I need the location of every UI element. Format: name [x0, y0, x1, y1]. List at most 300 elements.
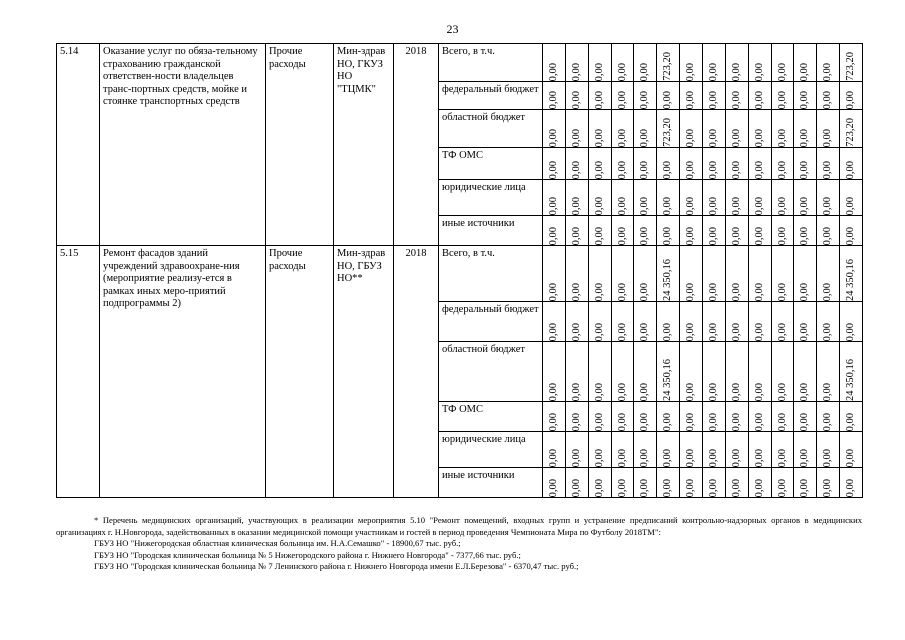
cell-amount	[680, 44, 703, 82]
amount-value: 0,00	[707, 478, 719, 497]
amount-value: 0,00	[753, 282, 765, 301]
cell-amount	[680, 402, 703, 432]
cell-amount	[817, 402, 840, 432]
amount-value: 0,00	[776, 160, 788, 179]
cell-amount	[840, 82, 863, 110]
cell-amount	[657, 402, 680, 432]
amount-value: 0,00	[753, 478, 765, 497]
amount-value: 0,00	[639, 90, 651, 109]
amount-value: 0,00	[707, 160, 719, 179]
cell-amount	[588, 342, 611, 402]
cell-amount	[703, 402, 726, 432]
cell-funding-source: областной бюджет	[439, 342, 543, 402]
cell-amount	[703, 180, 726, 216]
amount-value: 0,00	[707, 322, 719, 341]
amount-value: 0,00	[570, 62, 582, 81]
footnote-item: ГБУЗ НО "Городская клиническая больница № 7 Ленинского района г. Нижнего Новгорода имени Е.Л.Березова" - 6370,47 тыс. руб.;	[94, 561, 579, 571]
amount-value: 0,00	[822, 382, 834, 401]
amount-value: 0,00	[685, 128, 697, 147]
amount-value: 0,00	[662, 322, 674, 341]
cell-amount	[817, 148, 840, 180]
measures-table	[56, 43, 863, 498]
cell-amount	[817, 468, 840, 498]
cell-amount	[565, 82, 588, 110]
cell-year: 2018	[394, 246, 439, 498]
cell-amount	[840, 402, 863, 432]
cell-amount	[680, 110, 703, 148]
amount-value: 0,00	[616, 322, 628, 341]
cell-amount	[725, 246, 748, 302]
cell-amount	[588, 216, 611, 246]
amount-value: 0,00	[753, 196, 765, 215]
cell-amount	[565, 246, 588, 302]
amount-value: 0,00	[799, 90, 811, 109]
amount-value: 24 350,16	[662, 359, 674, 401]
cell-amount	[771, 342, 794, 402]
cell-code: 5.14	[57, 44, 100, 246]
amount-value: 0,00	[616, 478, 628, 497]
amount-value: 0,00	[753, 322, 765, 341]
amount-value: 0,00	[616, 226, 628, 245]
amount-value: 0,00	[799, 62, 811, 81]
cell-amount	[748, 302, 771, 342]
cell-amount	[565, 432, 588, 468]
amount-value: 0,00	[730, 282, 742, 301]
amount-value: 0,00	[570, 478, 582, 497]
cell-amount	[588, 44, 611, 82]
amount-value: 0,00	[593, 412, 605, 431]
amount-value: 0,00	[593, 322, 605, 341]
amount-value: 0,00	[547, 160, 559, 179]
amount-value: 0,00	[753, 382, 765, 401]
amount-value: 0,00	[570, 282, 582, 301]
amount-value: 0,00	[662, 448, 674, 467]
amount-value: 0,00	[707, 196, 719, 215]
cell-amount	[680, 82, 703, 110]
amount-value: 0,00	[547, 196, 559, 215]
cell-funding-source: Всего, в т.ч.	[439, 44, 543, 82]
cell-amount	[680, 342, 703, 402]
amount-value: 0,00	[685, 478, 697, 497]
cell-amount	[657, 110, 680, 148]
amount-value: 0,00	[730, 412, 742, 431]
amount-value: 0,00	[593, 448, 605, 467]
amount-value: 0,00	[799, 448, 811, 467]
amount-value: 0,00	[662, 90, 674, 109]
cell-amount	[725, 110, 748, 148]
amount-value: 0,00	[547, 478, 559, 497]
amount-value: 0,00	[753, 90, 765, 109]
amount-value: 0,00	[685, 226, 697, 245]
amount-value: 0,00	[685, 160, 697, 179]
cell-amount	[817, 82, 840, 110]
cell-funding-source: иные источники	[439, 468, 543, 498]
amount-value: 0,00	[845, 322, 857, 341]
amount-value: 0,00	[776, 90, 788, 109]
amount-value: 0,00	[822, 128, 834, 147]
amount-value: 0,00	[822, 226, 834, 245]
cell-amount	[794, 82, 817, 110]
amount-value: 0,00	[616, 382, 628, 401]
footnote-item: ГБУЗ НО "Городская клиническая больница № 5 Нижегородского района г. Нижнего Новгорода" - 7377,66 тыс. руб.;	[94, 549, 521, 560]
amount-value: 0,00	[845, 478, 857, 497]
cell-amount	[588, 148, 611, 180]
amount-value: 0,00	[570, 382, 582, 401]
cell-amount	[543, 302, 566, 342]
cell-amount	[840, 468, 863, 498]
amount-value: 0,00	[776, 412, 788, 431]
cell-amount	[657, 148, 680, 180]
amount-value: 0,00	[616, 128, 628, 147]
cell-amount	[657, 432, 680, 468]
page-number: 23	[446, 22, 459, 36]
cell-amount	[588, 468, 611, 498]
amount-value: 0,00	[593, 196, 605, 215]
amount-value: 0,00	[822, 412, 834, 431]
amount-value: 0,00	[845, 196, 857, 215]
amount-value: 0,00	[662, 478, 674, 497]
cell-amount	[725, 148, 748, 180]
amount-value: 0,00	[593, 62, 605, 81]
cell-amount	[543, 44, 566, 82]
amount-value: 24 350,16	[845, 359, 857, 401]
amount-value: 0,00	[616, 62, 628, 81]
amount-value: 0,00	[753, 226, 765, 245]
cell-amount	[771, 468, 794, 498]
amount-value: 0,00	[616, 448, 628, 467]
amount-value: 0,00	[799, 196, 811, 215]
cell-amount	[611, 468, 634, 498]
amount-value: 0,00	[776, 226, 788, 245]
cell-amount	[565, 110, 588, 148]
amount-value: 0,00	[730, 448, 742, 467]
amount-value: 0,00	[593, 128, 605, 147]
cell-measure-name: Ремонт фасадов зданий учреждений здравоохране-ния (мероприятие реализу-ется в рамках иных меро-приятий подпрограммы 2)	[100, 246, 266, 498]
cell-amount	[680, 246, 703, 302]
cell-amount	[657, 246, 680, 302]
cell-amount	[680, 180, 703, 216]
cell-amount	[565, 180, 588, 216]
cell-amount	[657, 82, 680, 110]
cell-funding-source: Всего, в т.ч.	[439, 246, 543, 302]
cell-amount	[817, 302, 840, 342]
amount-value: 0,00	[822, 478, 834, 497]
cell-amount	[543, 246, 566, 302]
amount-value: 0,00	[685, 448, 697, 467]
cell-amount	[588, 82, 611, 110]
amount-value: 0,00	[799, 478, 811, 497]
cell-amount	[703, 148, 726, 180]
amount-value: 0,00	[570, 412, 582, 431]
amount-value: 0,00	[730, 478, 742, 497]
cell-amount	[588, 302, 611, 342]
cell-amount	[703, 246, 726, 302]
amount-value: 0,00	[570, 90, 582, 109]
cell-amount	[680, 148, 703, 180]
amount-value: 0,00	[639, 322, 651, 341]
amount-value: 0,00	[730, 90, 742, 109]
cell-amount	[840, 246, 863, 302]
amount-value: 0,00	[570, 128, 582, 147]
amount-value: 0,00	[776, 382, 788, 401]
cell-amount	[725, 402, 748, 432]
cell-amount	[748, 468, 771, 498]
cell-amount	[565, 342, 588, 402]
cell-amount	[588, 402, 611, 432]
footnote-item: ГБУЗ НО "Нижегородская областная клиническая больница им. Н.А.Семашко" - 18900,67 тыс. руб.;	[94, 538, 461, 548]
cell-funding-source: юридические лица	[439, 432, 543, 468]
cell-amount	[657, 302, 680, 342]
cell-funding-source: юридические лица	[439, 180, 543, 216]
amount-value: 0,00	[753, 412, 765, 431]
cell-amount	[794, 302, 817, 342]
amount-value: 24 350,16	[662, 259, 674, 301]
amount-value: 0,00	[730, 160, 742, 179]
cell-funding-source: федеральный бюджет	[439, 82, 543, 110]
cell-amount	[680, 302, 703, 342]
amount-value: 0,00	[822, 282, 834, 301]
amount-value: 0,00	[570, 196, 582, 215]
cell-amount	[817, 246, 840, 302]
cell-amount	[748, 246, 771, 302]
cell-amount	[565, 44, 588, 82]
cell-amount	[634, 402, 657, 432]
cell-amount	[771, 302, 794, 342]
cell-amount	[748, 82, 771, 110]
amount-value: 0,00	[593, 282, 605, 301]
amount-value: 0,00	[547, 282, 559, 301]
cell-executor: Мин-здрав НО, ГБУЗ НО**	[334, 246, 394, 498]
amount-value: 0,00	[685, 322, 697, 341]
cell-expense-type: Прочие расходы	[266, 44, 334, 246]
cell-amount	[657, 216, 680, 246]
cell-amount	[611, 432, 634, 468]
amount-value: 0,00	[753, 160, 765, 179]
amount-value: 0,00	[707, 90, 719, 109]
cell-amount	[725, 302, 748, 342]
amount-value: 0,00	[593, 160, 605, 179]
cell-amount	[634, 44, 657, 82]
cell-amount	[634, 432, 657, 468]
cell-amount	[611, 402, 634, 432]
cell-amount	[634, 246, 657, 302]
amount-value: 0,00	[776, 128, 788, 147]
cell-amount	[748, 342, 771, 402]
amount-value: 723,20	[845, 118, 857, 147]
amount-value: 0,00	[547, 382, 559, 401]
amount-value: 0,00	[639, 448, 651, 467]
amount-value: 0,00	[730, 322, 742, 341]
amount-value: 723,20	[662, 52, 674, 81]
amount-value: 0,00	[639, 478, 651, 497]
cell-amount	[657, 180, 680, 216]
amount-value: 0,00	[730, 128, 742, 147]
amount-value: 0,00	[685, 282, 697, 301]
amount-value: 0,00	[616, 412, 628, 431]
amount-value: 0,00	[547, 128, 559, 147]
amount-value: 0,00	[547, 62, 559, 81]
cell-executor: Мин-здрав НО, ГКУЗ НО "ТЦМК"	[334, 44, 394, 246]
table-row	[57, 246, 863, 302]
amount-value: 0,00	[685, 90, 697, 109]
cell-amount	[611, 44, 634, 82]
amount-value: 0,00	[662, 412, 674, 431]
amount-value: 0,00	[730, 382, 742, 401]
cell-code: 5.15	[57, 246, 100, 498]
amount-value: 0,00	[547, 412, 559, 431]
amount-value: 0,00	[799, 128, 811, 147]
cell-amount	[565, 216, 588, 246]
cell-funding-source: ТФ ОМС	[439, 402, 543, 432]
cell-amount	[565, 148, 588, 180]
amount-value: 0,00	[822, 90, 834, 109]
amount-value: 723,20	[845, 52, 857, 81]
cell-funding-source: областной бюджет	[439, 110, 543, 148]
cell-amount	[794, 342, 817, 402]
amount-value: 0,00	[662, 196, 674, 215]
amount-value: 0,00	[822, 160, 834, 179]
amount-value: 0,00	[547, 448, 559, 467]
amount-value: 0,00	[845, 448, 857, 467]
amount-value: 0,00	[753, 448, 765, 467]
amount-value: 0,00	[570, 226, 582, 245]
cell-amount	[748, 402, 771, 432]
cell-amount	[611, 180, 634, 216]
cell-amount	[840, 216, 863, 246]
cell-amount	[771, 432, 794, 468]
amount-value: 0,00	[730, 226, 742, 245]
cell-amount	[725, 180, 748, 216]
amount-value: 0,00	[547, 226, 559, 245]
amount-value: 0,00	[822, 196, 834, 215]
cell-amount	[794, 148, 817, 180]
amount-value: 0,00	[639, 382, 651, 401]
cell-amount	[771, 148, 794, 180]
cell-amount	[611, 110, 634, 148]
cell-amount	[657, 44, 680, 82]
cell-amount	[840, 342, 863, 402]
cell-amount	[725, 432, 748, 468]
amount-value: 0,00	[799, 322, 811, 341]
amount-value: 0,00	[547, 322, 559, 341]
cell-amount	[634, 148, 657, 180]
amount-value: 0,00	[593, 478, 605, 497]
amount-value: 0,00	[685, 412, 697, 431]
amount-value: 0,00	[707, 226, 719, 245]
amount-value: 0,00	[822, 322, 834, 341]
cell-amount	[748, 180, 771, 216]
amount-value: 0,00	[707, 412, 719, 431]
cell-amount	[817, 110, 840, 148]
amount-value: 0,00	[776, 196, 788, 215]
cell-amount	[634, 110, 657, 148]
cell-amount	[543, 432, 566, 468]
amount-value: 0,00	[707, 128, 719, 147]
cell-amount	[588, 432, 611, 468]
amount-value: 0,00	[776, 322, 788, 341]
cell-amount	[543, 468, 566, 498]
cell-amount	[794, 402, 817, 432]
cell-amount	[748, 44, 771, 82]
cell-amount	[543, 402, 566, 432]
cell-funding-source: иные источники	[439, 216, 543, 246]
amount-value: 24 350,16	[845, 259, 857, 301]
amount-value: 0,00	[639, 226, 651, 245]
amount-value: 0,00	[616, 196, 628, 215]
amount-value: 0,00	[570, 160, 582, 179]
amount-value: 0,00	[776, 478, 788, 497]
cell-amount	[817, 216, 840, 246]
amount-value: 0,00	[822, 62, 834, 81]
cell-amount	[703, 432, 726, 468]
amount-value: 0,00	[685, 62, 697, 81]
cell-amount	[771, 110, 794, 148]
amount-value: 0,00	[707, 282, 719, 301]
cell-amount	[703, 342, 726, 402]
cell-amount	[725, 216, 748, 246]
cell-amount	[634, 342, 657, 402]
cell-amount	[840, 302, 863, 342]
cell-amount	[680, 216, 703, 246]
cell-amount	[725, 44, 748, 82]
amount-value: 0,00	[845, 90, 857, 109]
cell-amount	[817, 342, 840, 402]
cell-year: 2018	[394, 44, 439, 246]
amount-value: 0,00	[845, 226, 857, 245]
cell-amount	[611, 148, 634, 180]
cell-amount	[794, 110, 817, 148]
amount-value: 0,00	[593, 90, 605, 109]
cell-amount	[703, 110, 726, 148]
cell-amount	[840, 432, 863, 468]
amount-value: 0,00	[799, 382, 811, 401]
amount-value: 0,00	[799, 226, 811, 245]
cell-amount	[588, 110, 611, 148]
cell-amount	[543, 216, 566, 246]
cell-amount	[840, 110, 863, 148]
cell-amount	[634, 82, 657, 110]
cell-amount	[817, 180, 840, 216]
amount-value: 0,00	[616, 282, 628, 301]
table-row	[57, 44, 863, 82]
amount-value: 0,00	[593, 226, 605, 245]
cell-measure-name: Оказание услуг по обяза-тельному страхованию гражданской ответствен-ности владельцев транс-портных средств, мойке и стоянке транспортных средств	[100, 44, 266, 246]
amount-value: 0,00	[799, 160, 811, 179]
cell-amount	[794, 432, 817, 468]
cell-amount	[565, 302, 588, 342]
cell-amount	[565, 468, 588, 498]
cell-amount	[794, 180, 817, 216]
cell-amount	[771, 402, 794, 432]
cell-amount	[657, 468, 680, 498]
cell-amount	[840, 44, 863, 82]
amount-value: 0,00	[639, 196, 651, 215]
cell-amount	[771, 82, 794, 110]
amount-value: 0,00	[730, 196, 742, 215]
cell-amount	[840, 148, 863, 180]
amount-value: 0,00	[776, 282, 788, 301]
cell-amount	[543, 180, 566, 216]
amount-value: 0,00	[845, 412, 857, 431]
cell-amount	[748, 216, 771, 246]
cell-amount	[565, 402, 588, 432]
cell-amount	[748, 432, 771, 468]
cell-amount	[588, 180, 611, 216]
cell-amount	[634, 302, 657, 342]
cell-amount	[817, 432, 840, 468]
footnote-main: * Перечень медицинских организаций, участвующих в реализации мероприятия 5.10 "Ремонт помещений, входных групп и устранение предписаний контрольно-надзорных органов в медицинских организациях г. Н.Новгорода, задействованных в оказании медицинской помощи участникам и гостей в период проведения Чемпионата Мира по Футболу 2018TM":	[56, 515, 862, 537]
amount-value: 0,00	[753, 62, 765, 81]
